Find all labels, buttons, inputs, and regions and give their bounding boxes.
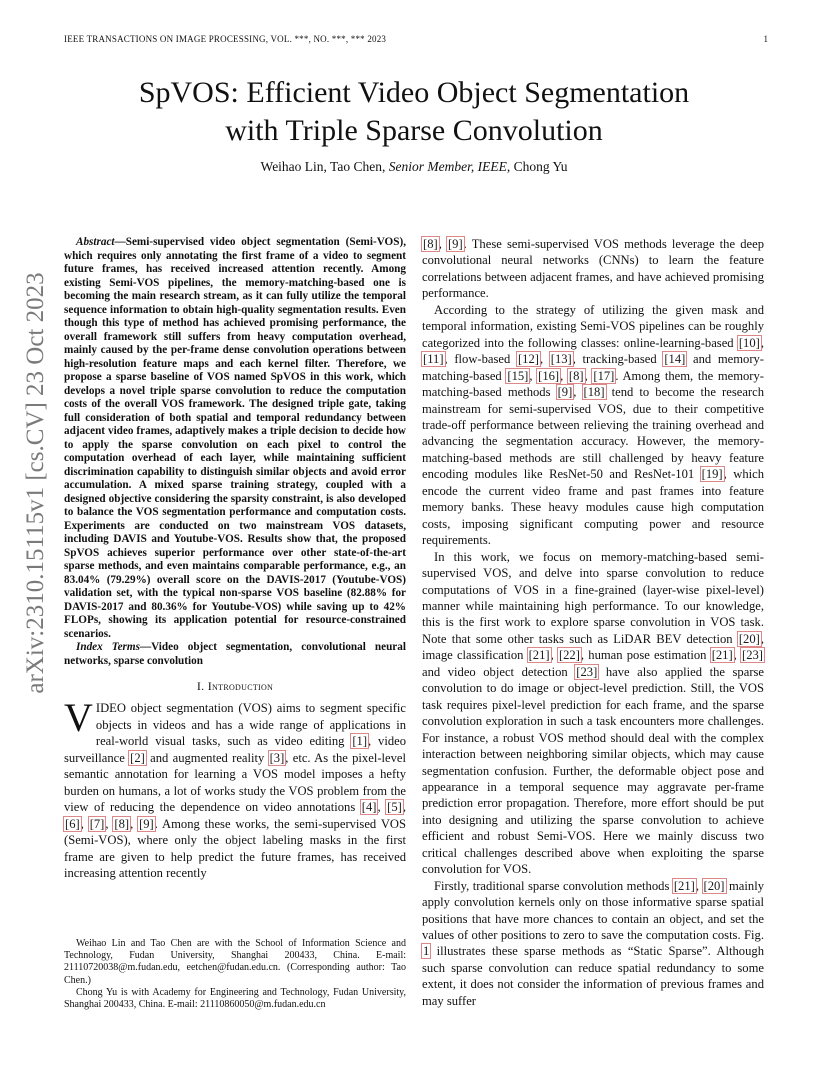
citation-link[interactable]: [12]	[517, 352, 539, 367]
right-paragraph-1: [8], [9]. These semi-supervised VOS methods leverage the deep convolutional neural networks (CNNs) to learn the feature correlations between adjacent frames, and have achieved promising performance.	[422, 237, 764, 301]
index-terms-label: Index Terms	[76, 641, 140, 653]
body-text: Firstly, traditional sparse convolution methods	[434, 878, 673, 893]
body-text: and memory-matching-based	[422, 352, 764, 383]
intro-text: IDEO object segmentation (VOS) aims to segment specific objects in videos and has a wide range of applications in real-world visual tasks, such as video editing	[95, 701, 406, 749]
affiliation-footnote	[64, 938, 406, 1011]
citation-link[interactable]: [4]	[361, 800, 377, 815]
author-list	[64, 159, 764, 175]
right-column	[422, 236, 764, 1009]
intro-paragraph-1: VIDEO object segmentation (VOS) aims to segment specific objects in videos and has a wide range of applications in real-world visual tasks, such as video editing [1], video surveillance [2] and augmented reality [3], etc. As the pixel-level semantic annotation for learning a VOS model imposes a hefty burden on humans, a lot of works study the VOS problem from the view of reducing the dependence on video annotations [4], [5], [6], [7], [8], [9]. Among these works, the semi-supervised VOS (Semi-VOS), where only the object labeling masks in the first frame are given to help predict the future frames, has received increasing attention recently	[64, 695, 407, 880]
citation-link[interactable]: [21]	[673, 878, 695, 893]
citation-link[interactable]: [9]	[447, 237, 463, 251]
citation-link[interactable]: [8]	[423, 237, 438, 251]
citation-link[interactable]: [17]	[593, 368, 615, 383]
body-text: , tracking-based	[572, 352, 664, 367]
authors-pre: Weihao Lin, Tao Chen,	[260, 159, 389, 174]
title-line-2: with Triple Sparse Convolution	[225, 114, 603, 147]
citation-link[interactable]: [6]	[65, 816, 80, 831]
citation-link[interactable]: [9]	[557, 385, 573, 400]
body-text: illustrates these sparse methods as “Static Sparse”. Although such sparse convolution can reduce spatial redundancy to some extent, it does not consider the information of previous frames and may suffer	[422, 944, 764, 1008]
paper-title	[64, 74, 764, 150]
citation-link[interactable]: [11]	[423, 352, 444, 367]
citation-link[interactable]: [9]	[139, 816, 154, 831]
intro-text: . Among these works, the semi-supervised VOS (Semi-VOS), where only the object labeling masks in the first frame are given to help predict the future frames, has received increasing attention recently	[64, 816, 407, 880]
title-line-1: SpVOS: Efficient Video Object Segmentation	[138, 76, 690, 109]
citation-link[interactable]: [15]	[507, 368, 529, 383]
intro-text: , video surveillance	[64, 734, 407, 765]
abstract-text: —Semi-supervised video object segmentation (Semi-VOS), which requires only annotating the first frame of a video to segment future frames, has received increased attention recently. Among existing Semi-VOS pipelines, the memory-matching-based one is becoming the main research stream, as it can fully utilize the temporal sequence information to obtain high-quality segmentation results. Even though this type of method has achieved promising performance, the overall framework still suffers from heavy computation overhead, mainly caused by the per-frame dense convolution operations between high-resolution feature maps and each kernel filter. Therefore, we propose a sparse baseline of VOS named SpVOS in this work, which develops a novel triple sparse convolution to reduce the computation costs of the overall VOS framework. The designed triple gate, taking full consideration of both spatial and temporal redundancy between adjacent video frames, adaptively makes a triple decision to decide how to apply the sparse convolution on each pixel to control the computation overhead of each layer, while maintaining sufficient discrimination capability to distinguish similar objects and avoid error accumulation. A mixed sparse training strategy, coupled with a designed objective considering the sparsity constraint, is also developed to balance the VOS segmentation performance and computation costs. Experiments are conducted on two mainstream VOS datasets, including DAVIS and Youtube-VOS. Results show that, the proposed SpVOS achieves superior performance over other state-of-the-art sparse methods, and even maintains comparable performance, e.g., an 83.04% (79.29%) overall score on the DAVIS-2017 (Youtube-VOS) validation set, with the typical non-sparse VOS baseline (82.88% for DAVIS-2017 and 80.36% for Youtube-VOS) while saving up to 42% FLOPs, showing its application potential for resource-constrained scenarios.	[64, 236, 406, 640]
body-text: . Among them, the memory-matching-based methods	[422, 368, 764, 400]
citation-link[interactable]: [1]	[352, 734, 368, 749]
figure-reference-link[interactable]: 1	[423, 944, 430, 959]
index-terms	[64, 641, 406, 668]
body-text: mainly apply convolution kernels only on those informative sparse spatial positions that have more chances to contain an object, and set the values of other positions to zero to save the computation costs. Fig.	[422, 878, 764, 943]
abstract-label: Abstract	[76, 236, 115, 248]
footnote-paragraph-1: Weihao Lin and Tao Chen are with the School of Information Science and Technology, Fudan University, Shanghai 200433, China. E-mail: 21110720038@m.fudan.edu, eetchen@fudan.edu.cn. (Corresponding author: Tao Chen.)	[64, 938, 406, 986]
arxiv-stamp: arXiv:2310.15115v1 [cs.CV] 23 Oct 2023	[22, 271, 49, 694]
footnote-paragraph-2: Chong Yu is with Academy for Engineering and Technology, Fudan University, Shanghai 200433, China. E-mail: 21110860050@m.fudan.edu.cn	[64, 986, 406, 1011]
citation-link[interactable]: [21]	[528, 648, 550, 663]
body-text: , human pose estimation	[580, 648, 711, 663]
citation-link[interactable]: [14]	[664, 352, 686, 367]
citation-link[interactable]: [16]	[538, 368, 560, 383]
citation-link[interactable]: [7]	[89, 816, 105, 831]
citation-link[interactable]: [22]	[558, 648, 580, 663]
body-text: In this work, we focus on memory-matching-based semi-supervised VOS, and delve into sparse convolution to reduce computations of VOS in a fine-grained (layer-wise pixel-level) manner while maintaining high performance. To our knowledge, this is the first work to explore sparse convolution in VOS task. Note that some other tasks such as LiDAR BEV detection	[422, 549, 764, 646]
citation-link[interactable]: [13]	[550, 352, 572, 367]
left-column	[64, 236, 406, 881]
dropcap: V	[64, 695, 93, 741]
citation-link[interactable]: [23]	[576, 664, 598, 679]
intro-text: , etc. As the pixel-level semantic annotation for learning a VOS model imposes a hefty burden on humans, a lot of works study the VOS problem from the view of reducing the dependence on video annotations	[64, 750, 406, 815]
right-paragraph-3: In this work, we focus on memory-matching-based semi-supervised VOS, and delve into sparse convolution to reduce computations of VOS in a fine-grained (layer-wise pixel-level) manner while maintaining high performance. To our knowledge, this is the first work to explore sparse convolution in VOS task. Note that some other tasks such as LiDAR BEV detection [20], image classification [21], [22], human pose estimation [21], [23] and video object detection [23] have also applied the sparse convolution to do image or object-level prediction. Still, the VOS task requires pixel-level prediction for each frame, and the sparse convolution exploration in such a task encounters more challenges. For instance, a robust VOS method should deal with the complex interaction between neighboring similar objects, which may cause segmentation confusion. Further, the deformable object pose and appearance in a temporal sequence may aggravate per-frame prediction error propagation. Therefore, more effort should be put into designing and utilizing the sparse convolution to achieve efficient and robust Semi-VOS. Here we mainly discuss two critical challenges described above when exploiting the sparse convolution for VOS.	[422, 549, 765, 877]
section-title: Introduction	[207, 679, 274, 693]
body-text: have also applied the sparse convolution to do image or object-level prediction. Still, the VOS task requires pixel-level prediction for each frame, and the sparse convolution exploration in such a task encounters more challenges. For instance, a robust VOS method should deal with the complex interaction between neighboring similar objects, which may cause segmentation confusion. Further, the deformable object pose and appearance in a temporal sequence may aggravate per-frame prediction error propagation. Therefore, more effort should be put into designing and utilizing the sparse convolution to achieve efficient and robust Semi-VOS. Here we mainly discuss two critical challenges described above when exploiting the sparse convolution for VOS.	[422, 664, 765, 877]
citation-link[interactable]: [8]	[568, 368, 584, 383]
index-terms-text: —Video object segmentation, convolutional neural networks, sparse convolution	[64, 641, 406, 667]
citation-link[interactable]: [20]	[703, 878, 725, 893]
citation-link[interactable]: [18]	[583, 385, 605, 400]
authors-post: , Chong Yu	[506, 159, 568, 174]
body-text: tend to become the research mainstream for semi-supervised VOS, due to their competitive trade-off performance between relieving the training overhead and advancing the segmentation accuracy. However, the memory-matching-based methods are still challenged by heavy feature encoding modules like ResNet-50 and ResNet-101	[422, 385, 764, 482]
citation-link[interactable]: [20]	[738, 631, 760, 646]
right-paragraph-4: Firstly, traditional sparse convolution methods [21], [20] mainly apply convolution kernels only on those informative sparse spatial positions that have more chances to contain an object, and set the values of other positions to zero to save the computation costs. Fig. 1 illustrates these sparse methods as “Static Sparse”. Although such sparse convolution can reduce spatial redundancy to some extent, it does not consider the information of previous frames and may suffer	[422, 878, 764, 1008]
body-text: and video object detection	[422, 664, 576, 679]
section-heading-introduction	[64, 678, 406, 694]
intro-text: and augmented reality	[145, 750, 269, 765]
citation-link[interactable]: [5]	[387, 800, 402, 815]
citation-link[interactable]: [21]	[711, 648, 733, 663]
citation-link[interactable]: [3]	[269, 750, 285, 765]
citation-link[interactable]: [23]	[742, 648, 763, 663]
body-text: . These semi-supervised VOS methods leverage the deep convolutional neural networks (CNNs) to learn the feature correlations between adjacent frames, and have achieved promising performance.	[422, 237, 764, 301]
citation-link[interactable]: [19]	[701, 467, 723, 482]
arxiv-stamp-container	[16, 271, 56, 694]
section-number: I.	[196, 679, 208, 693]
page-number: 1	[763, 34, 768, 44]
right-paragraph-2: According to the strategy of utilizing the given mask and temporal information, existing Semi-VOS pipelines can be roughly categorized into the following classes: online-learning-based [10], [11], flow-based [12], [13], tracking-based [14] and memory-matching-based [15], [16], [8], [17]. Among them, the memory-matching-based methods [9], [18] tend to become the research mainstream for semi-supervised VOS, due to their competitive trade-off performance between relieving the training overhead and advancing the segmentation accuracy. However, the memory-matching-based methods are still challenged by heavy feature encoding modules like ResNet-50 and ResNet-101 [19], which encode the current video frame and past frames into feature memory banks. These heavy modules cause high computation costs, imposing significant computing power and resource requirements.	[422, 302, 765, 548]
body-text: , which encode the current video frame and past frames into feature memory banks. These heavy modules cause high computation costs, imposing significant computing power and resource requirements.	[422, 467, 765, 548]
abstract	[64, 236, 406, 641]
body-text: , image classification	[422, 631, 764, 663]
citation-link[interactable]: [10]	[738, 335, 760, 350]
citation-link[interactable]: [2]	[130, 750, 145, 765]
body-text: , flow-based	[444, 352, 517, 367]
running-header: IEEE TRANSACTIONS ON IMAGE PROCESSING, VOL. ***, NO. ***, *** 2023	[64, 34, 387, 44]
citation-link[interactable]: [8]	[114, 816, 130, 831]
body-text: According to the strategy of utilizing the given mask and temporal information, existing Semi-VOS pipelines can be roughly categorized into the following classes: online-learning-based	[422, 302, 764, 350]
authors-role: Senior Member, IEEE	[388, 159, 507, 174]
